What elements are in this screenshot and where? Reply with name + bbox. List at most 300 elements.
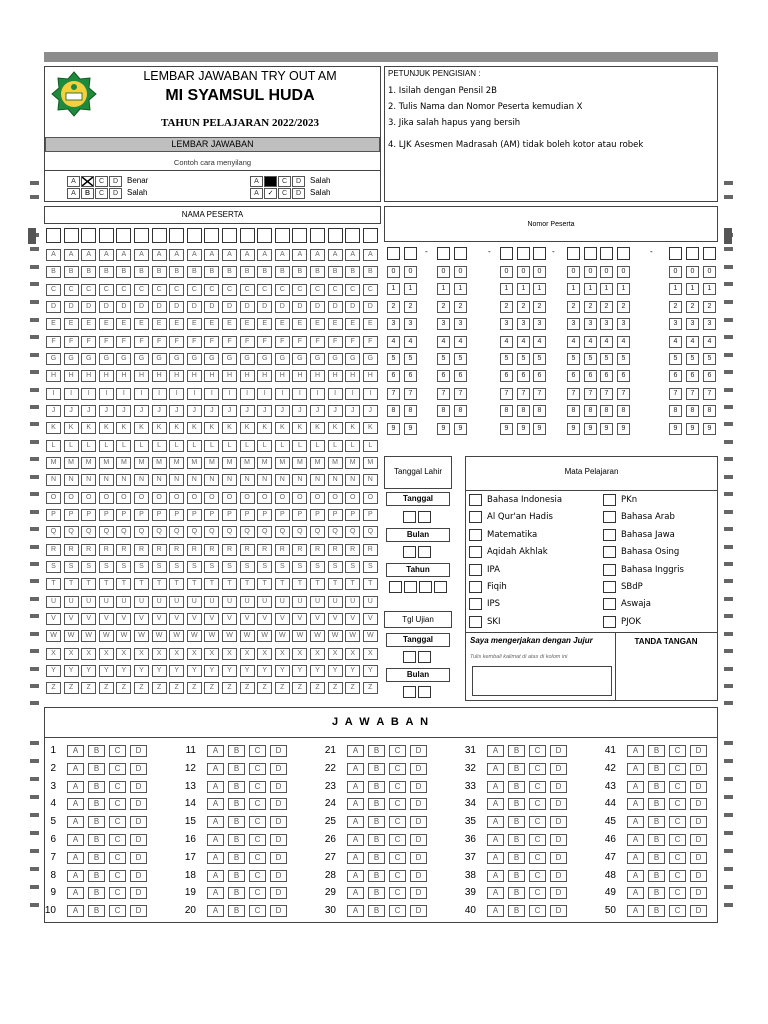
name-bubble[interactable]: C bbox=[81, 284, 96, 296]
subject-checkbox[interactable] bbox=[603, 546, 616, 558]
answer-bubble-a[interactable]: A bbox=[487, 905, 504, 917]
name-bubble[interactable]: B bbox=[134, 266, 149, 278]
answer-bubble-d[interactable]: D bbox=[690, 905, 707, 917]
name-bubble[interactable]: D bbox=[64, 301, 79, 313]
name-bubble[interactable]: P bbox=[363, 509, 378, 521]
nomor-bubble[interactable]: 0 bbox=[567, 266, 580, 278]
name-bubble[interactable]: M bbox=[81, 457, 96, 469]
name-bubble[interactable]: F bbox=[134, 336, 149, 348]
name-bubble[interactable]: O bbox=[116, 492, 131, 504]
answer-bubble-a[interactable]: A bbox=[207, 834, 224, 846]
name-bubble[interactable]: Z bbox=[257, 682, 272, 694]
name-bubble[interactable]: H bbox=[81, 370, 96, 382]
answer-bubble-b[interactable]: B bbox=[368, 781, 385, 793]
name-bubble[interactable]: V bbox=[81, 613, 96, 625]
name-bubble[interactable]: E bbox=[116, 318, 131, 330]
answer-bubble-d[interactable]: D bbox=[690, 852, 707, 864]
name-bubble[interactable]: B bbox=[187, 266, 202, 278]
name-bubble[interactable]: O bbox=[363, 492, 378, 504]
ujian-tanggal-digit-1[interactable] bbox=[403, 651, 416, 663]
name-bubble[interactable]: N bbox=[152, 474, 167, 486]
name-bubble[interactable]: Y bbox=[46, 665, 61, 677]
name-bubble[interactable]: R bbox=[204, 544, 219, 556]
name-bubble[interactable]: W bbox=[275, 630, 290, 642]
name-bubble[interactable]: X bbox=[363, 648, 378, 660]
name-bubble[interactable]: D bbox=[81, 301, 96, 313]
name-bubble[interactable]: K bbox=[275, 422, 290, 434]
name-bubble[interactable]: N bbox=[134, 474, 149, 486]
name-bubble[interactable]: G bbox=[152, 353, 167, 365]
name-bubble[interactable]: F bbox=[345, 336, 360, 348]
answer-bubble-a[interactable]: A bbox=[347, 798, 364, 810]
name-bubble[interactable]: T bbox=[169, 578, 184, 590]
answer-bubble-d[interactable]: D bbox=[130, 781, 147, 793]
answer-bubble-d[interactable]: D bbox=[270, 887, 287, 899]
answer-bubble-c[interactable]: C bbox=[109, 870, 126, 882]
answer-bubble-b[interactable]: B bbox=[508, 781, 525, 793]
nomor-bubble[interactable]: 4 bbox=[533, 336, 546, 348]
nomor-bubble[interactable]: 2 bbox=[437, 301, 450, 313]
name-bubble[interactable]: C bbox=[292, 284, 307, 296]
answer-bubble-c[interactable]: C bbox=[389, 816, 406, 828]
name-bubble[interactable]: X bbox=[345, 648, 360, 660]
nomor-digit-box[interactable] bbox=[686, 247, 699, 260]
name-bubble[interactable]: K bbox=[310, 422, 325, 434]
answer-bubble-b[interactable]: B bbox=[508, 834, 525, 846]
name-bubble[interactable]: A bbox=[64, 249, 79, 261]
name-bubble[interactable]: B bbox=[292, 266, 307, 278]
nomor-bubble[interactable]: 1 bbox=[669, 283, 682, 295]
nomor-bubble[interactable]: 6 bbox=[669, 370, 682, 382]
name-bubble[interactable]: U bbox=[116, 596, 131, 608]
name-bubble[interactable]: A bbox=[46, 249, 61, 261]
name-bubble[interactable]: B bbox=[240, 266, 255, 278]
name-bubble[interactable]: V bbox=[116, 613, 131, 625]
name-bubble[interactable]: M bbox=[345, 457, 360, 469]
name-bubble[interactable]: Z bbox=[99, 682, 114, 694]
nomor-bubble[interactable]: 4 bbox=[404, 336, 417, 348]
nomor-digit-box[interactable] bbox=[703, 247, 716, 260]
answer-bubble-a[interactable]: A bbox=[67, 870, 84, 882]
name-bubble[interactable]: D bbox=[257, 301, 272, 313]
nomor-digit-box[interactable] bbox=[404, 247, 417, 260]
name-bubble[interactable]: B bbox=[81, 266, 96, 278]
name-bubble[interactable]: I bbox=[292, 388, 307, 400]
name-bubble[interactable]: N bbox=[64, 474, 79, 486]
name-bubble[interactable]: U bbox=[310, 596, 325, 608]
answer-bubble-a[interactable]: A bbox=[627, 887, 644, 899]
name-bubble[interactable]: Y bbox=[134, 665, 149, 677]
nomor-bubble[interactable]: 3 bbox=[617, 318, 630, 330]
name-bubble[interactable]: A bbox=[292, 249, 307, 261]
subject-checkbox[interactable] bbox=[603, 564, 616, 576]
name-bubble[interactable]: Q bbox=[363, 526, 378, 538]
subject-checkbox[interactable] bbox=[469, 598, 482, 610]
bulan-digit-2[interactable] bbox=[418, 546, 431, 558]
answer-bubble-d[interactable]: D bbox=[130, 798, 147, 810]
answer-bubble-d[interactable]: D bbox=[550, 852, 567, 864]
name-bubble[interactable]: E bbox=[345, 318, 360, 330]
answer-bubble-d[interactable]: D bbox=[690, 816, 707, 828]
answer-bubble-c[interactable]: C bbox=[669, 887, 686, 899]
name-bubble[interactable]: F bbox=[257, 336, 272, 348]
name-bubble[interactable]: U bbox=[363, 596, 378, 608]
name-bubble[interactable]: X bbox=[46, 648, 61, 660]
answer-bubble-a[interactable]: A bbox=[627, 745, 644, 757]
name-bubble[interactable]: O bbox=[204, 492, 219, 504]
nomor-bubble[interactable]: 0 bbox=[437, 266, 450, 278]
name-bubble[interactable]: G bbox=[345, 353, 360, 365]
nomor-bubble[interactable]: 5 bbox=[686, 353, 699, 365]
nomor-bubble[interactable]: 3 bbox=[567, 318, 580, 330]
name-bubble[interactable]: A bbox=[363, 249, 378, 261]
name-bubble[interactable]: Y bbox=[152, 665, 167, 677]
name-bubble[interactable]: P bbox=[328, 509, 343, 521]
nomor-digit-box[interactable] bbox=[454, 247, 467, 260]
name-bubble[interactable]: C bbox=[64, 284, 79, 296]
nomor-bubble[interactable]: 7 bbox=[686, 388, 699, 400]
answer-bubble-b[interactable]: B bbox=[228, 745, 245, 757]
name-bubble[interactable]: M bbox=[363, 457, 378, 469]
name-bubble[interactable]: X bbox=[169, 648, 184, 660]
name-bubble[interactable]: K bbox=[152, 422, 167, 434]
name-bubble[interactable]: X bbox=[152, 648, 167, 660]
name-bubble[interactable]: H bbox=[116, 370, 131, 382]
name-bubble[interactable]: V bbox=[257, 613, 272, 625]
name-bubble[interactable]: L bbox=[240, 440, 255, 452]
answer-bubble-b[interactable]: B bbox=[648, 905, 665, 917]
name-bubble[interactable]: T bbox=[345, 578, 360, 590]
name-bubble[interactable]: X bbox=[81, 648, 96, 660]
name-bubble[interactable]: W bbox=[328, 630, 343, 642]
name-bubble[interactable]: A bbox=[187, 249, 202, 261]
name-bubble[interactable]: Z bbox=[64, 682, 79, 694]
nomor-bubble[interactable]: 0 bbox=[517, 266, 530, 278]
answer-bubble-a[interactable]: A bbox=[627, 798, 644, 810]
nomor-digit-box[interactable] bbox=[669, 247, 682, 260]
nomor-bubble[interactable]: 7 bbox=[617, 388, 630, 400]
answer-bubble-a[interactable]: A bbox=[487, 781, 504, 793]
name-bubble[interactable]: P bbox=[345, 509, 360, 521]
bulan-digit-1[interactable] bbox=[403, 546, 416, 558]
name-bubble[interactable]: R bbox=[310, 544, 325, 556]
tahun-digit-4[interactable] bbox=[434, 581, 447, 593]
answer-bubble-b[interactable]: B bbox=[88, 763, 105, 775]
name-bubble[interactable]: F bbox=[292, 336, 307, 348]
name-bubble[interactable]: K bbox=[345, 422, 360, 434]
answer-bubble-d[interactable]: D bbox=[130, 887, 147, 899]
name-bubble[interactable]: P bbox=[46, 509, 61, 521]
answer-bubble-a[interactable]: A bbox=[67, 887, 84, 899]
nomor-bubble[interactable]: 0 bbox=[600, 266, 613, 278]
name-bubble[interactable]: B bbox=[363, 266, 378, 278]
answer-bubble-d[interactable]: D bbox=[270, 763, 287, 775]
answer-bubble-c[interactable]: C bbox=[109, 745, 126, 757]
answer-bubble-a[interactable]: A bbox=[347, 816, 364, 828]
name-bubble[interactable]: G bbox=[310, 353, 325, 365]
answer-bubble-a[interactable]: A bbox=[67, 745, 84, 757]
name-bubble[interactable]: U bbox=[99, 596, 114, 608]
nomor-bubble[interactable]: 4 bbox=[703, 336, 716, 348]
nomor-bubble[interactable]: 8 bbox=[567, 405, 580, 417]
name-bubble[interactable]: J bbox=[46, 405, 61, 417]
name-bubble[interactable]: I bbox=[187, 388, 202, 400]
answer-bubble-c[interactable]: C bbox=[529, 834, 546, 846]
name-bubble[interactable]: B bbox=[310, 266, 325, 278]
name-bubble[interactable]: Y bbox=[292, 665, 307, 677]
nomor-bubble[interactable]: 3 bbox=[437, 318, 450, 330]
answer-bubble-c[interactable]: C bbox=[669, 798, 686, 810]
answer-bubble-c[interactable]: C bbox=[389, 763, 406, 775]
name-letter-box[interactable] bbox=[46, 228, 61, 243]
name-bubble[interactable]: Z bbox=[204, 682, 219, 694]
name-bubble[interactable]: B bbox=[99, 266, 114, 278]
answer-bubble-c[interactable]: C bbox=[389, 887, 406, 899]
name-bubble[interactable]: N bbox=[275, 474, 290, 486]
name-bubble[interactable]: Z bbox=[328, 682, 343, 694]
answer-bubble-b[interactable]: B bbox=[368, 905, 385, 917]
name-bubble[interactable]: H bbox=[187, 370, 202, 382]
nomor-bubble[interactable]: 5 bbox=[567, 353, 580, 365]
name-bubble[interactable]: T bbox=[292, 578, 307, 590]
name-bubble[interactable]: O bbox=[310, 492, 325, 504]
name-bubble[interactable]: E bbox=[81, 318, 96, 330]
name-bubble[interactable]: J bbox=[222, 405, 237, 417]
answer-bubble-b[interactable]: B bbox=[228, 834, 245, 846]
nomor-bubble[interactable]: 6 bbox=[437, 370, 450, 382]
answer-bubble-c[interactable]: C bbox=[249, 887, 266, 899]
name-letter-box[interactable] bbox=[222, 228, 237, 243]
nomor-bubble[interactable]: 8 bbox=[584, 405, 597, 417]
name-bubble[interactable]: T bbox=[275, 578, 290, 590]
name-bubble[interactable]: Z bbox=[81, 682, 96, 694]
name-bubble[interactable]: P bbox=[310, 509, 325, 521]
answer-bubble-a[interactable]: A bbox=[67, 834, 84, 846]
answer-bubble-c[interactable]: C bbox=[109, 763, 126, 775]
answer-bubble-d[interactable]: D bbox=[690, 763, 707, 775]
name-bubble[interactable]: B bbox=[46, 266, 61, 278]
answer-bubble-d[interactable]: D bbox=[270, 905, 287, 917]
name-bubble[interactable]: A bbox=[257, 249, 272, 261]
nomor-bubble[interactable]: 7 bbox=[600, 388, 613, 400]
answer-bubble-d[interactable]: D bbox=[690, 887, 707, 899]
name-bubble[interactable]: W bbox=[134, 630, 149, 642]
name-bubble[interactable]: D bbox=[116, 301, 131, 313]
name-bubble[interactable]: V bbox=[240, 613, 255, 625]
nomor-bubble[interactable]: 6 bbox=[387, 370, 400, 382]
answer-bubble-c[interactable]: C bbox=[529, 745, 546, 757]
name-bubble[interactable]: Q bbox=[81, 526, 96, 538]
nomor-bubble[interactable]: 0 bbox=[669, 266, 682, 278]
name-bubble[interactable]: M bbox=[169, 457, 184, 469]
name-bubble[interactable]: R bbox=[222, 544, 237, 556]
name-bubble[interactable]: L bbox=[187, 440, 202, 452]
answer-bubble-b[interactable]: B bbox=[648, 870, 665, 882]
nomor-bubble[interactable]: 2 bbox=[617, 301, 630, 313]
name-bubble[interactable]: W bbox=[152, 630, 167, 642]
name-bubble[interactable]: N bbox=[292, 474, 307, 486]
name-bubble[interactable]: V bbox=[222, 613, 237, 625]
answer-bubble-b[interactable]: B bbox=[88, 852, 105, 864]
subject-checkbox[interactable] bbox=[469, 511, 482, 523]
name-bubble[interactable]: R bbox=[116, 544, 131, 556]
name-bubble[interactable]: F bbox=[363, 336, 378, 348]
name-bubble[interactable]: N bbox=[81, 474, 96, 486]
answer-bubble-b[interactable]: B bbox=[88, 905, 105, 917]
name-bubble[interactable]: S bbox=[222, 561, 237, 573]
answer-bubble-a[interactable]: A bbox=[207, 852, 224, 864]
name-bubble[interactable]: J bbox=[310, 405, 325, 417]
name-bubble[interactable]: L bbox=[257, 440, 272, 452]
name-bubble[interactable]: U bbox=[169, 596, 184, 608]
name-bubble[interactable]: F bbox=[169, 336, 184, 348]
nomor-bubble[interactable]: 1 bbox=[500, 283, 513, 295]
name-bubble[interactable]: C bbox=[169, 284, 184, 296]
name-bubble[interactable]: J bbox=[187, 405, 202, 417]
nomor-bubble[interactable]: 5 bbox=[669, 353, 682, 365]
answer-bubble-d[interactable]: D bbox=[270, 816, 287, 828]
name-bubble[interactable]: N bbox=[328, 474, 343, 486]
nomor-bubble[interactable]: 3 bbox=[584, 318, 597, 330]
nomor-bubble[interactable]: 9 bbox=[669, 423, 682, 435]
name-bubble[interactable]: V bbox=[328, 613, 343, 625]
nomor-digit-box[interactable] bbox=[600, 247, 613, 260]
name-bubble[interactable]: Y bbox=[257, 665, 272, 677]
name-bubble[interactable]: H bbox=[363, 370, 378, 382]
answer-bubble-c[interactable]: C bbox=[669, 745, 686, 757]
name-letter-box[interactable] bbox=[169, 228, 184, 243]
subject-checkbox[interactable] bbox=[603, 494, 616, 506]
nomor-digit-box[interactable] bbox=[437, 247, 450, 260]
answer-bubble-d[interactable]: D bbox=[550, 763, 567, 775]
answer-bubble-d[interactable]: D bbox=[410, 887, 427, 899]
answer-bubble-c[interactable]: C bbox=[389, 834, 406, 846]
name-bubble[interactable]: L bbox=[99, 440, 114, 452]
name-bubble[interactable]: V bbox=[99, 613, 114, 625]
name-bubble[interactable]: L bbox=[275, 440, 290, 452]
answer-bubble-d[interactable]: D bbox=[410, 834, 427, 846]
answer-bubble-c[interactable]: C bbox=[109, 816, 126, 828]
nomor-bubble[interactable]: 2 bbox=[567, 301, 580, 313]
answer-bubble-c[interactable]: C bbox=[529, 905, 546, 917]
nomor-bubble[interactable]: 4 bbox=[669, 336, 682, 348]
name-bubble[interactable]: Z bbox=[187, 682, 202, 694]
answer-bubble-d[interactable]: D bbox=[270, 745, 287, 757]
answer-bubble-a[interactable]: A bbox=[347, 870, 364, 882]
nomor-bubble[interactable]: 3 bbox=[703, 318, 716, 330]
name-bubble[interactable]: M bbox=[116, 457, 131, 469]
name-bubble[interactable]: C bbox=[240, 284, 255, 296]
name-bubble[interactable]: A bbox=[116, 249, 131, 261]
answer-bubble-b[interactable]: B bbox=[648, 798, 665, 810]
answer-bubble-b[interactable]: B bbox=[228, 887, 245, 899]
ujian-bulan-digit-2[interactable] bbox=[418, 686, 431, 698]
name-bubble[interactable]: Q bbox=[152, 526, 167, 538]
name-bubble[interactable]: O bbox=[275, 492, 290, 504]
name-bubble[interactable]: B bbox=[64, 266, 79, 278]
name-bubble[interactable]: E bbox=[187, 318, 202, 330]
name-bubble[interactable]: X bbox=[64, 648, 79, 660]
name-bubble[interactable]: L bbox=[152, 440, 167, 452]
name-bubble[interactable]: T bbox=[257, 578, 272, 590]
name-bubble[interactable]: M bbox=[275, 457, 290, 469]
name-bubble[interactable]: Z bbox=[275, 682, 290, 694]
name-bubble[interactable]: U bbox=[275, 596, 290, 608]
name-bubble[interactable]: Y bbox=[328, 665, 343, 677]
name-bubble[interactable]: M bbox=[204, 457, 219, 469]
answer-bubble-c[interactable]: C bbox=[389, 798, 406, 810]
answer-bubble-d[interactable]: D bbox=[130, 816, 147, 828]
name-bubble[interactable]: S bbox=[257, 561, 272, 573]
nomor-bubble[interactable]: 2 bbox=[686, 301, 699, 313]
answer-bubble-b[interactable]: B bbox=[648, 745, 665, 757]
name-letter-box[interactable] bbox=[134, 228, 149, 243]
answer-bubble-b[interactable]: B bbox=[648, 816, 665, 828]
answer-bubble-b[interactable]: B bbox=[88, 816, 105, 828]
nomor-bubble[interactable]: 9 bbox=[567, 423, 580, 435]
name-bubble[interactable]: I bbox=[240, 388, 255, 400]
name-bubble[interactable]: G bbox=[328, 353, 343, 365]
name-bubble[interactable]: X bbox=[204, 648, 219, 660]
name-bubble[interactable]: R bbox=[169, 544, 184, 556]
name-bubble[interactable]: E bbox=[328, 318, 343, 330]
subject-checkbox[interactable] bbox=[469, 581, 482, 593]
name-bubble[interactable]: M bbox=[46, 457, 61, 469]
name-bubble[interactable]: I bbox=[152, 388, 167, 400]
nomor-bubble[interactable]: 8 bbox=[437, 405, 450, 417]
answer-bubble-a[interactable]: A bbox=[67, 781, 84, 793]
name-bubble[interactable]: E bbox=[292, 318, 307, 330]
nomor-bubble[interactable]: 0 bbox=[404, 266, 417, 278]
name-bubble[interactable]: J bbox=[328, 405, 343, 417]
name-bubble[interactable]: D bbox=[363, 301, 378, 313]
name-bubble[interactable]: A bbox=[134, 249, 149, 261]
name-letter-box[interactable] bbox=[275, 228, 290, 243]
name-bubble[interactable]: Z bbox=[240, 682, 255, 694]
name-bubble[interactable]: U bbox=[134, 596, 149, 608]
answer-bubble-a[interactable]: A bbox=[627, 905, 644, 917]
answer-bubble-b[interactable]: B bbox=[368, 763, 385, 775]
nomor-bubble[interactable]: 3 bbox=[404, 318, 417, 330]
name-bubble[interactable]: A bbox=[240, 249, 255, 261]
nomor-bubble[interactable]: 7 bbox=[517, 388, 530, 400]
answer-bubble-b[interactable]: B bbox=[368, 798, 385, 810]
answer-bubble-a[interactable]: A bbox=[207, 798, 224, 810]
answer-bubble-c[interactable]: C bbox=[109, 852, 126, 864]
name-bubble[interactable]: C bbox=[152, 284, 167, 296]
answer-bubble-c[interactable]: C bbox=[389, 852, 406, 864]
name-bubble[interactable]: T bbox=[152, 578, 167, 590]
answer-bubble-c[interactable]: C bbox=[249, 870, 266, 882]
answer-bubble-c[interactable]: C bbox=[669, 816, 686, 828]
nomor-bubble[interactable]: 6 bbox=[703, 370, 716, 382]
nomor-bubble[interactable]: 9 bbox=[500, 423, 513, 435]
answer-bubble-d[interactable]: D bbox=[410, 763, 427, 775]
name-bubble[interactable]: R bbox=[363, 544, 378, 556]
name-letter-box[interactable] bbox=[257, 228, 272, 243]
name-bubble[interactable]: F bbox=[275, 336, 290, 348]
answer-bubble-a[interactable]: A bbox=[487, 834, 504, 846]
name-bubble[interactable]: K bbox=[116, 422, 131, 434]
name-bubble[interactable]: K bbox=[240, 422, 255, 434]
signature-box[interactable] bbox=[616, 632, 718, 701]
name-bubble[interactable]: N bbox=[222, 474, 237, 486]
declaration-input[interactable] bbox=[472, 666, 612, 696]
name-bubble[interactable]: C bbox=[363, 284, 378, 296]
answer-bubble-d[interactable]: D bbox=[690, 798, 707, 810]
answer-bubble-c[interactable]: C bbox=[529, 887, 546, 899]
name-bubble[interactable]: I bbox=[222, 388, 237, 400]
